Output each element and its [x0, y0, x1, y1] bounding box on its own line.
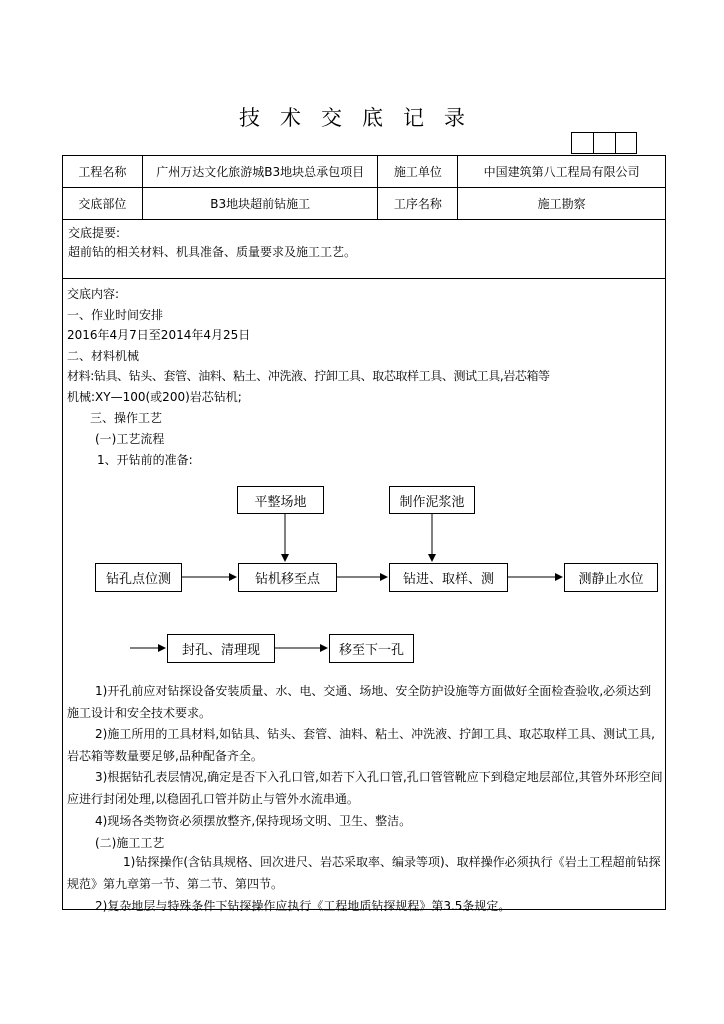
paragraph: 2)施工所用的工具材料,如钻具、钻头、套管、油料、粘土、冲洗液、拧卸工具、取芯取样工具、测试工具,岩芯箱等数量要足够,品种配备齐全。	[67, 727, 655, 763]
paragraph: 4)现场各类物资必须摆放整齐,保持现场文明、卫生、整洁。	[95, 814, 412, 828]
summary-text: 超前钻的相关材料、机具准备、质量要求及施工工艺。	[68, 245, 357, 259]
part-label: 交底部位	[63, 188, 143, 220]
section-title: 二、材料机械	[67, 349, 140, 363]
project-name: 广州万达文化旅游城B3地块总承包项目	[142, 156, 378, 188]
contractor: 中国建筑第八工程局有限公司	[458, 156, 666, 188]
subsection-item: 1、开钻前的准备:	[97, 453, 193, 467]
flow-step: 平整场地	[237, 486, 324, 514]
contractor-label: 施工单位	[378, 156, 458, 188]
schedule-text: 2016年4月7日至2014年4月25日	[67, 328, 251, 342]
subsection-title: (二)施工工艺	[95, 836, 165, 850]
materials-text: 材料:钻具、钻头、套管、油料、粘土、冲洗液、拧卸工具、取芯取样工具、测试工具,岩芯箱等	[67, 369, 550, 383]
paragraph: 1)钻探操作(含钻具规格、回次进尺、岩芯采取率、编录等项)、取样操作必须执行《岩土工程超前钻探规范》第九章第一节、第二节、第四节。	[67, 855, 661, 891]
process-label: 工序名称	[378, 188, 458, 220]
section-title: 三、操作工艺	[90, 411, 163, 425]
flow-step: 钻进、取样、测	[389, 563, 508, 592]
process: 施工勘察	[458, 188, 666, 220]
project-name-label: 工程名称	[63, 156, 143, 188]
subsection-title: (一)工艺流程	[95, 432, 165, 446]
section-title: 一、作业时间安排	[67, 308, 164, 322]
flow-step: 钻孔点位测	[95, 563, 182, 592]
paragraph: 3)根据钻孔表层情况,确定是否下入孔口管,如若下入孔口管,孔口管管靴应下到稳定地层部位,其管外环形空间应进行封闭处理,以稳固孔口管并防止与管外水流串通。	[67, 770, 663, 806]
flow-step: 封孔、清理现	[167, 634, 275, 663]
part: B3地块超前钻施工	[142, 188, 378, 220]
content-label: 交底内容:	[67, 287, 120, 301]
document-title: 技术交底记录	[239, 106, 485, 130]
flow-step: 测静止水位	[564, 563, 658, 592]
flow-step: 钻机移至点	[238, 563, 337, 592]
summary-label: 交底提要:	[68, 226, 121, 240]
flow-step: 制作泥浆池	[389, 486, 475, 514]
paragraph: 2)复杂地层与特殊条件下钻探操作应执行《工程地质钻探规程》第3.5条规定。	[95, 899, 511, 913]
flow-step: 移至下一孔	[329, 634, 414, 663]
paragraph: 1)开孔前应对钻探设备安装质量、水、电、交通、场地、安全防护设施等方面做好全面检查验收,必须达到施工设计和安全技术要求。	[67, 684, 652, 720]
machines-text: 机械:XY—100(或200)岩芯钻机;	[67, 390, 242, 404]
